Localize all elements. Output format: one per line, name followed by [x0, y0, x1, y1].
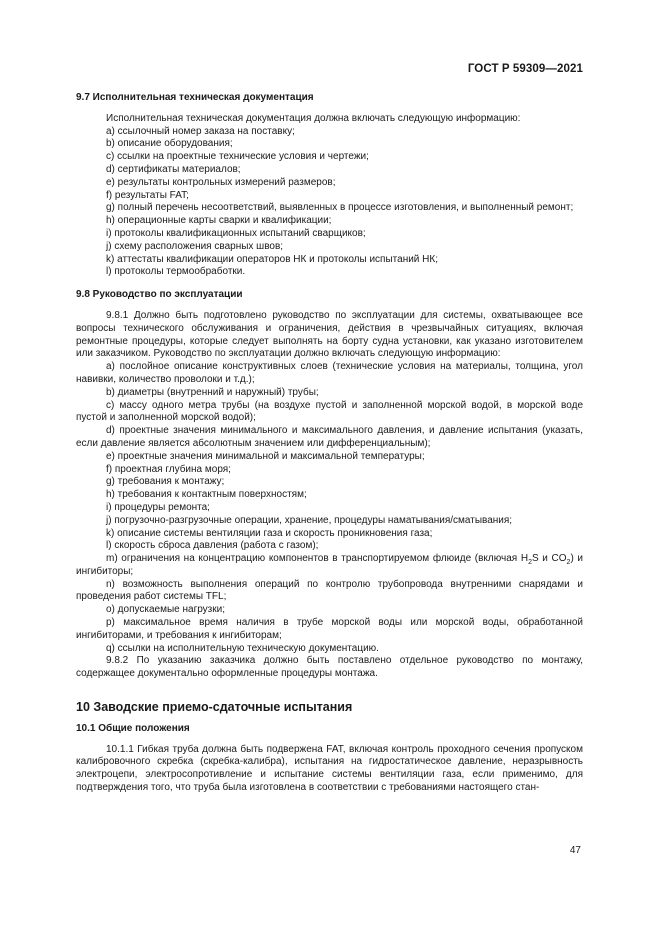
page-number: 47 [569, 845, 581, 856]
list-item-text: 2 [528, 559, 532, 567]
section-9-7-list-item: j) схему расположения сварных швов; [106, 240, 284, 252]
section-9-7-list-item: g) полный перечень несоответствий, выявленных в процессе изготовления, и выполненный ремонт; [106, 202, 574, 214]
section-9-8-list-item: d) проектные значения минимального и максимального давления, и давление испытания (указать, если давление является абсолютным значением или дифференциальным); [76, 425, 583, 449]
section-9-8-list-item: q) ссылки на исполнительную техническую документацию. [106, 642, 379, 654]
section-9-8-heading: 9.8 Руководство по эксплуатации [76, 289, 243, 301]
section-9-8-list-item: k) описание системы вентиляции газа и скорость проникновения газа; [106, 527, 433, 539]
section-9-7-list-item: c) ссылки на проектные технические условия и чертежи; [106, 151, 369, 163]
section-10-heading: 10 Заводские приемо-сдаточные испытания [76, 700, 353, 715]
section-9-8-list-item: n) возможность выполнения операций по контролю трубопровода внутренними снарядами и проведения работ системы TFL; [76, 578, 583, 603]
section-9-8-list-item-m [76, 553, 583, 579]
list-item-text: ) и ингибиторы; [76, 553, 583, 577]
section-9-8-list-item: e) проектные значения минимальной и максимальной температуры; [106, 450, 425, 462]
section-9-8-list-item: o) допускаемые нагрузки; [106, 604, 225, 616]
section-10-1-1-paragraph: 10.1.1 Гибкая труба должна быть подвержена FAT, включая контроль проходного сечения пропуском калибровочного скребка (скребка-калибра), испытания на гидростатическое давление, неразрывность электроцепи, электросопротивление и испытание системы вентиляции газа, если применимо, для подтверждения того, что труба была изготовлена в соответствии с требованиями настоящего стан- [76, 743, 583, 794]
section-9-7-list-item: f) результаты FAT; [106, 189, 189, 201]
section-9-8-list-item: g) требования к монтажу; [106, 476, 225, 488]
section-9-7-list-item: e) результаты контрольных измерений размеров; [106, 176, 336, 188]
list-item-text: m) ограничения на концентрацию компонентов в транспортируемом флюиде (включая H [106, 553, 529, 565]
section-9-7-intro: Исполнительная техническая документация должна включать следующую информацию: [106, 112, 521, 124]
section-9-8-2-paragraph: 9.8.2 По указанию заказчика должно быть поставлено отдельное руководство по монтажу, содержащее документально оформленные процедуры монтажа. [76, 655, 583, 680]
section-9-8-list-item: p) максимальное время наличия в трубе морской воды или морской воды, обработанной ингибиторами, и требования к ингибиторам; [76, 617, 583, 641]
section-9-8-1-paragraph: 9.8.1 Должно быть подготовлено руководство по эксплуатации для системы, охватывающее все вопросы технического обслуживания и ограничения, действия в чрезвычайных ситуациях, включая ремонтные процедуры, которые следует выполнять на борту судна установки, как указано изготовителем или заказчиком. Руководство по эксплуатации должно включать следующую информацию: [76, 309, 583, 360]
section-9-8-list-item: a) послойное описание конструктивных слоев (технические условия на материалы, толщина, угол навивки, количество проволоки и т.д.); [76, 361, 583, 385]
list-item-text: S и CO [531, 553, 567, 565]
section-9-7-list-item: a) ссылочный номер заказа на поставку; [106, 125, 295, 137]
standard-header: ГОСТ Р 59309—2021 [467, 63, 583, 75]
section-9-7-list-item: b) описание оборудования; [106, 138, 233, 150]
section-10-1-heading: 10.1 Общие положения [76, 722, 190, 734]
section-9-8-list-item: j) погрузочно-разгрузочные операции, хранение, процедуры наматывания/сматывания; [106, 514, 513, 526]
section-9-8-list-item: i) процедуры ремонта; [106, 501, 210, 513]
section-9-7-list-item: h) операционные карты сварки и квалификации; [106, 215, 332, 227]
section-9-8-list-item: h) требования к контактным поверхностям; [106, 489, 307, 501]
section-9-7-list-item: d) сертификаты материалов; [106, 163, 241, 175]
section-9-8-list-item: l) скорость сброса давления (работа с газом); [106, 540, 319, 552]
section-9-7-heading: 9.7 Исполнительная техническая документация [76, 92, 314, 103]
section-9-7-list-item: k) аттестаты квалификации операторов НК и протоколы испытаний НК; [106, 253, 438, 265]
section-9-7-list-item: i) протоколы квалификационных испытаний сварщиков; [106, 227, 366, 239]
list-item-text: 2 [566, 559, 571, 567]
section-9-7-list-item: l) протоколы термообработки. [106, 266, 246, 278]
section-9-8-list-item: f) проектная глубина моря; [106, 463, 231, 475]
section-9-8-list-item: c) массу одного метра трубы (на воздухе пустой и заполненной морской водой, в морской воде пустой и заполненной морской водой); [76, 399, 583, 424]
page-content [76, 92, 583, 795]
section-9-8-list-item: b) диаметры (внутренний и наружный) трубы; [106, 386, 319, 398]
